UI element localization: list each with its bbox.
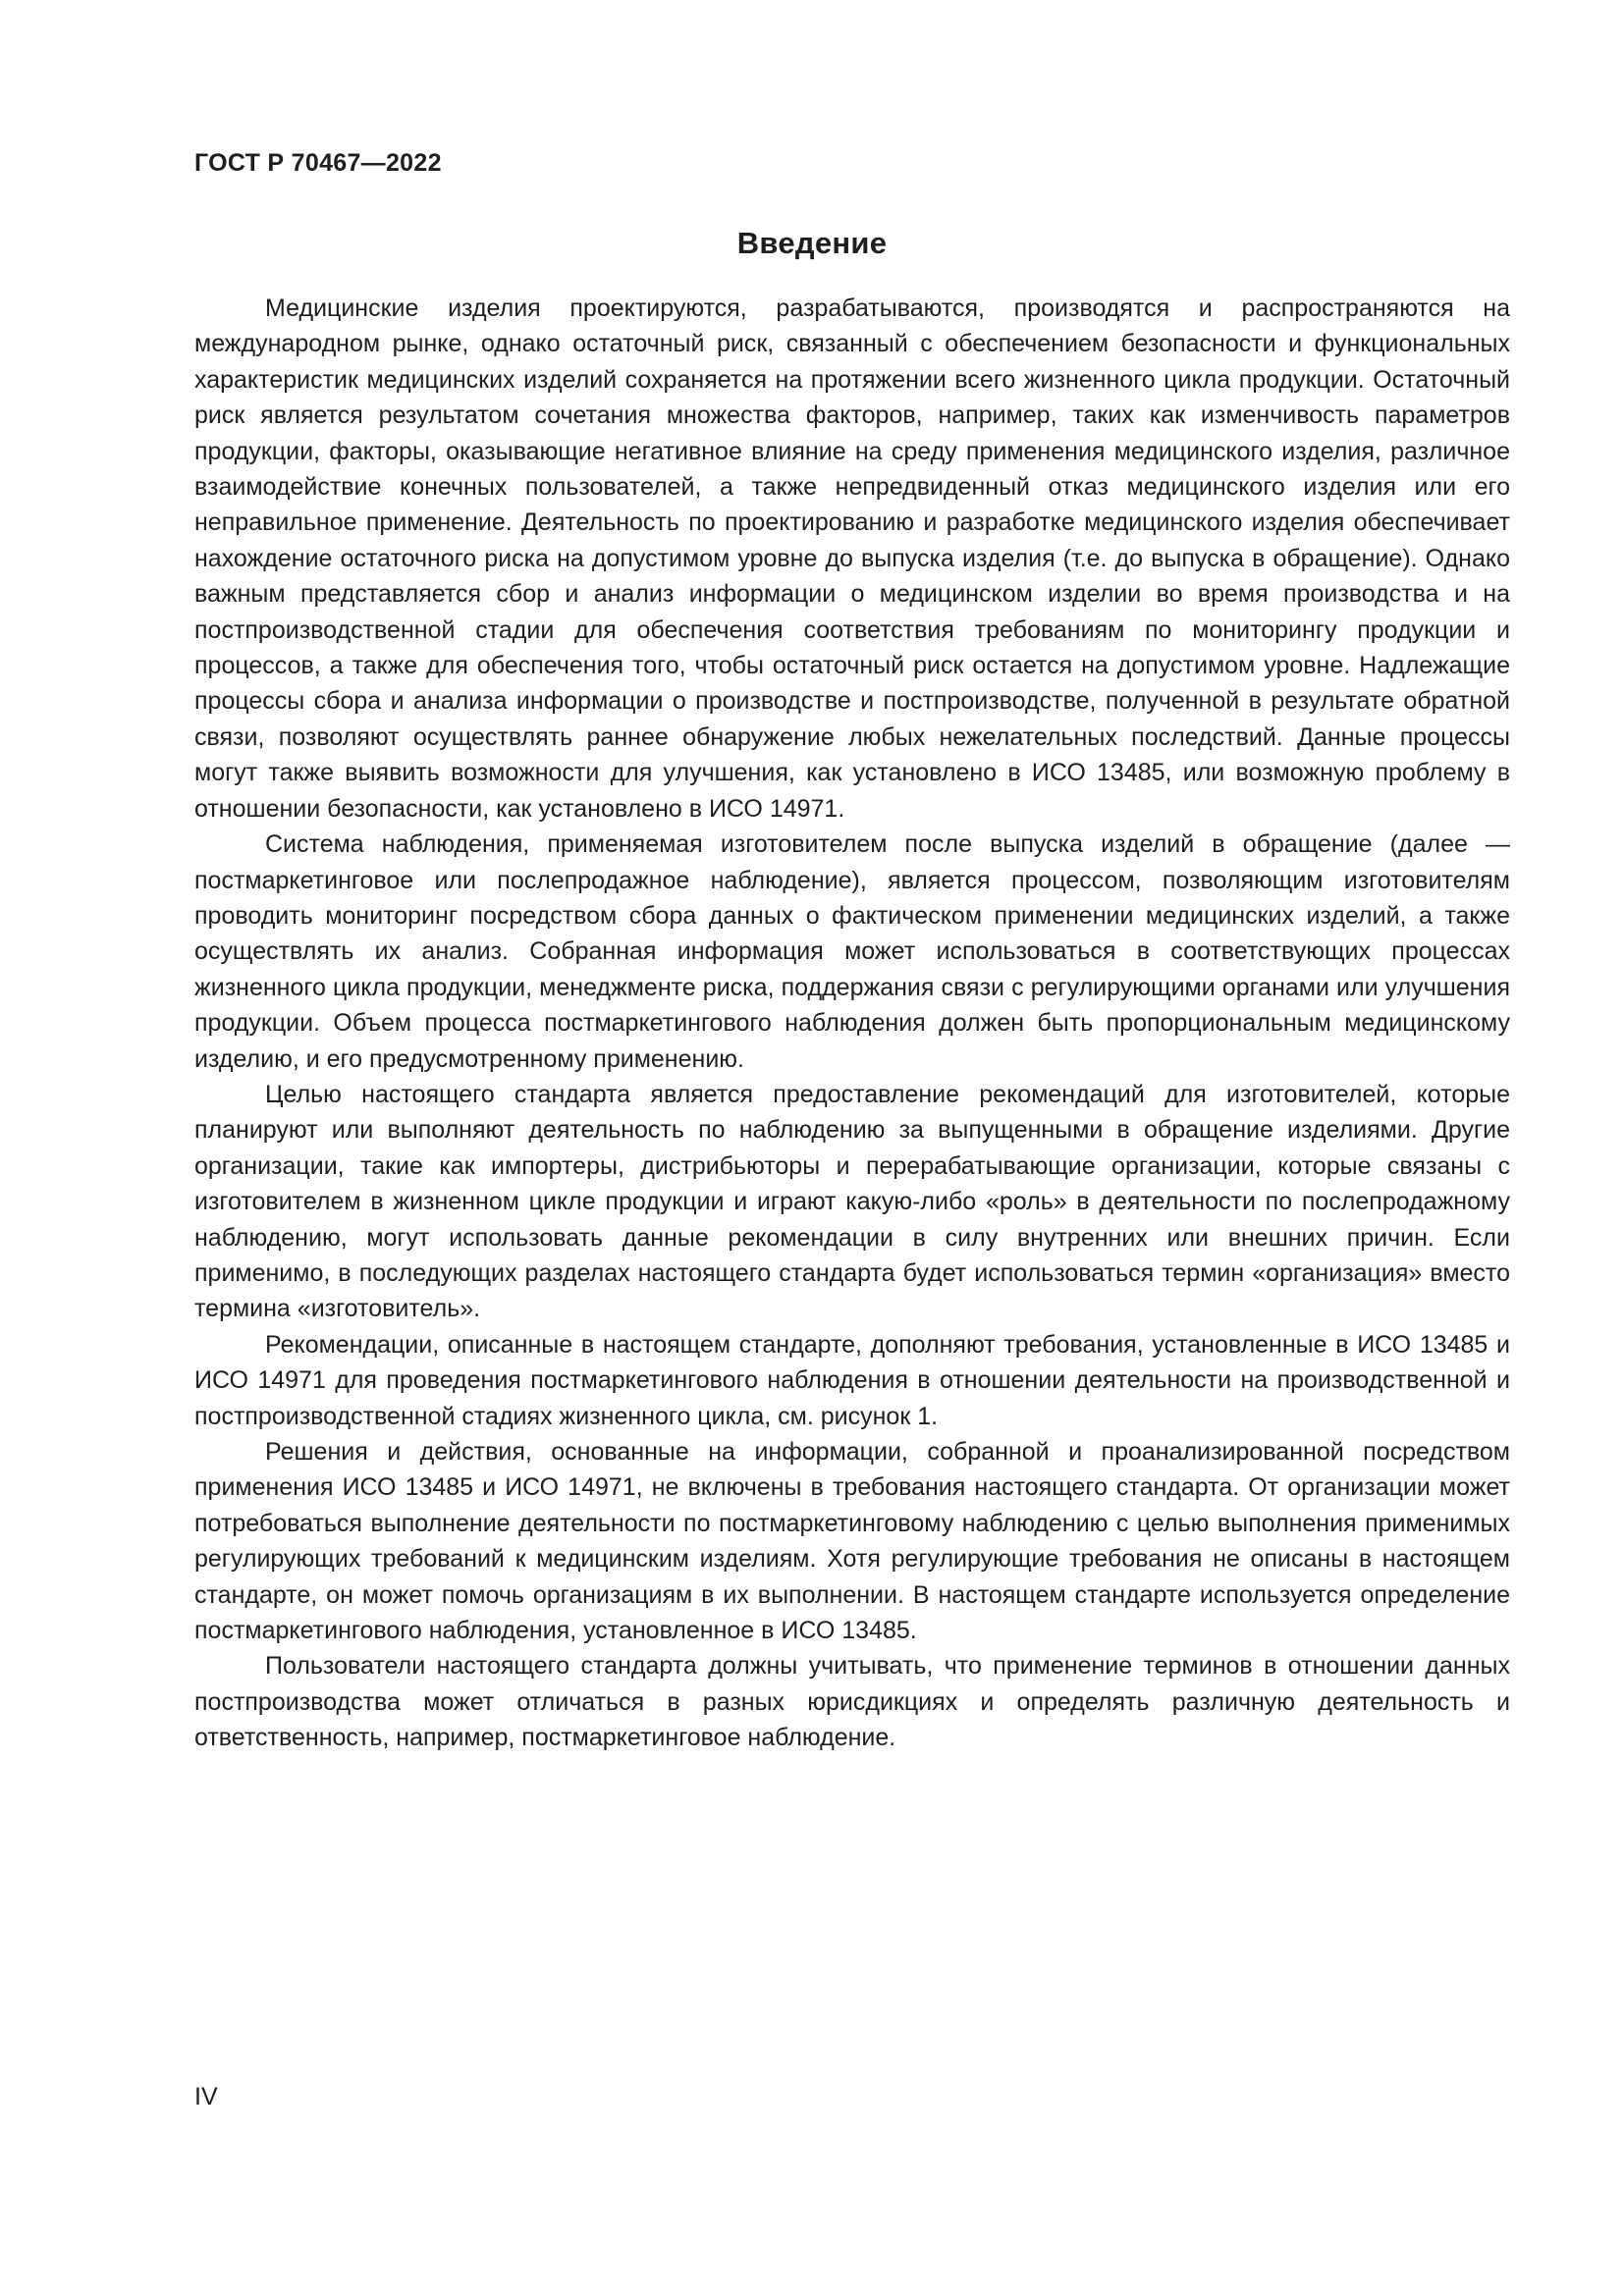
page-number: IV	[194, 2083, 218, 2110]
body-text	[194, 291, 1510, 1756]
paragraph-1: Медицинские изделия проектируются, разрабатываются, производятся и распространяются на международном рынке, однако остаточный риск, связанный с обеспечением безопасности и функциональных характеристик медицинских изделий сохраняется на протяжении всего жизненного цикла продукции. Остаточный риск является результатом сочетания множества факторов, например, таких как изменчивость параметров продукции, факторы, оказывающие негативное влияние на среду применения медицинского изделия, различное взаимодействие конечных пользователей, а также непредвиденный отказ медицинского изделия или его неправильное применение. Деятельность по проектированию и разработке медицинского изделия обеспечивает нахождение остаточного риска на допустимом уровне до выпуска изделия (т.е. до выпуска в обращение). Однако важным представляется сбор и анализ информации о медицинском изделии во время производства и на постпроизводственной стадии для обеспечения соответствия требованиям по мониторингу продукции и процессов, а также для обеспечения того, чтобы остаточный риск остается на допустимом уровне. Надлежащие процессы сбора и анализа информации о производстве и постпроизводстве, полученной в результате обратной связи, позволяют осуществлять раннее обнаружение любых нежелательных последствий. Данные процессы могут также выявить возможности для улучшения, как установлено в ИСО 13485, или возможную проблему в отношении безопасности, как установлено в ИСО 14971.	[194, 294, 1510, 823]
paragraph-2: Система наблюдения, применяемая изготовителем после выпуска изделий в обращение (далее — постмаркетинговое или послепродажное наблюдение), является процессом, позволяющим изготовителям проводить мониторинг посредством сбора данных о фактическом применении медицинских изделий, а также осуществлять их анализ. Собранная информация может использоваться в соответствующих процессах жизненного цикла продукции, менеджменте риска, поддержания связи с регулирующими органами или улучшения продукции. Объем процесса постмаркетингового наблюдения должен быть пропорциональным медицинскому изделию, и его предусмотренному применению.	[194, 830, 1510, 1073]
paragraph-6: Пользователи настоящего стандарта должны учитывать, что применение терминов в отношении данных постпроизводства может отличаться в разных юрисдикциях и определять различную деятельность и ответственность, например, постмаркетинговое наблюдение.	[194, 1652, 1510, 1752]
paragraph-3: Целью настоящего стандарта является предоставление рекомендаций для изготовителей, которые планируют или выполняют деятельность по наблюдению за выпущенными в обращение изделиями. Другие организации, такие как импортеры, дистрибьюторы и перерабатывающие организации, которые связаны с изготовителем в жизненном цикле продукции и играют какую-либо «роль» в деятельности по послепродажному наблюдению, могут использовать данные рекомендации в силу внутренних или внешних причин. Если применимо, в последующих разделах настоящего стандарта будет использоваться термин «организация» вместо термина «изготовитель».	[194, 1080, 1510, 1323]
section-title: Введение	[736, 226, 888, 260]
paragraph-4: Рекомендации, описанные в настоящем стандарте, дополняют требования, установленные в ИСО 13485 и ИСО 14971 для проведения постмаркетингового наблюдения в отношении деятельности на производственной и постпроизводственной стадиях жизненного цикла, см. рисунок 1.	[194, 1330, 1510, 1430]
paragraph-5: Решения и действия, основанные на информации, собранной и проанализированной посредством применения ИСО 13485 и ИСО 14971, не включены в требования настоящего стандарта. От организации может потребоваться выполнение деятельности по постмаркетинговому наблюдению с целью выполнения применимых регулирующих требований к медицинским изделиям. Хотя регулирующие требования не описаны в настоящем стандарте, он может помочь организациям в их выполнении. В настоящем стандарте используется определение постмаркетингового наблюдения, установленное в ИСО 13485.	[194, 1438, 1510, 1645]
document-code: ГОСТ Р 70467—2022	[194, 149, 442, 177]
